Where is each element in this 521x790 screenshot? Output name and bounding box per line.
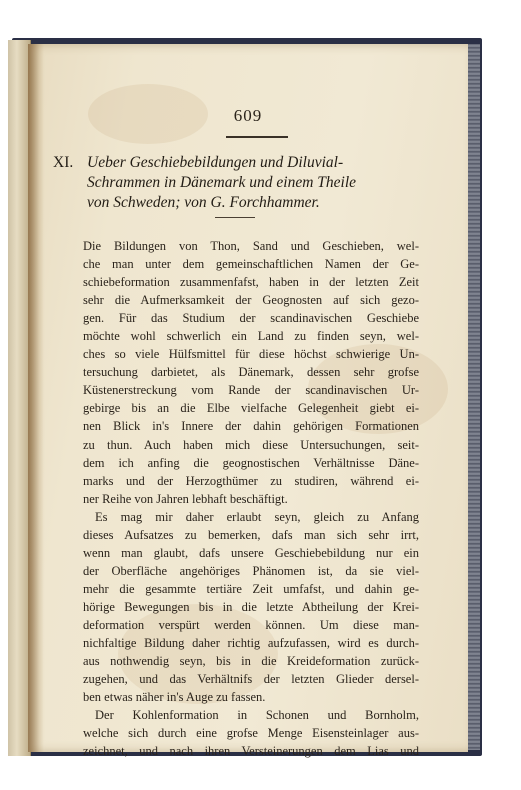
body-line: hörige Bewegungen bis in die letzte Abtheilung der Krei- bbox=[83, 599, 419, 614]
body-line: nichfaltige Bildung daher richtig aufzufassen, wird es durch- bbox=[83, 636, 419, 651]
body-line: ches so viele Hülfsmittel für diese höchst schwierige Un- bbox=[83, 347, 419, 362]
body-line: welche sich durch eine grofse Menge Eisensteinlager aus- bbox=[83, 726, 419, 741]
book-page bbox=[28, 44, 468, 759]
article-body bbox=[83, 237, 419, 760]
heading-line: Schrammen in Dänemark und einem Theile bbox=[87, 174, 357, 191]
body-line: möchte wohl schwerlich ein Land zu finden seyn, wel- bbox=[83, 329, 419, 344]
divider-rule bbox=[215, 217, 255, 218]
body-line: sehr die Aufmerksamkeit der Geognosten auf sich gezo- bbox=[83, 293, 419, 308]
body-line: mehr die gesammte tertiäre Zeit umfafst, und dahin ge- bbox=[83, 581, 419, 596]
ornamental-rule bbox=[226, 136, 288, 138]
body-line: nen Blick in's Innere der dahin gehörigen Formationen bbox=[83, 419, 419, 434]
body-line: schiebeformation zusammenfafst, haben in der letzten Zeit bbox=[83, 275, 419, 290]
gutter-stain bbox=[28, 44, 44, 752]
body-line: Die Bildungen von Thon, Sand und Geschieben, wel- bbox=[83, 239, 419, 253]
body-line: Es mag mir daher erlaubt seyn, gleich zu Anfang bbox=[95, 509, 419, 524]
body-line: ben etwas näher in's Auge zu fassen. bbox=[83, 690, 266, 705]
body-line: aus nothwendig seyn, bis in die Kreideformation zurück- bbox=[83, 654, 419, 669]
body-line: zugehen, und das Verhältnifs der letzten Glieder dersel- bbox=[83, 672, 419, 687]
body-line: zu thun. Auch haben mich diese Untersuchungen, seit- bbox=[83, 437, 419, 452]
body-line: tersuchung darbietet, als Dänemark, dessen sehr grofse bbox=[83, 365, 419, 380]
body-line: ner Reihe von Jahren lebhaft beschäftigt. bbox=[83, 491, 288, 506]
body-line: der Oberfläche angehöriges Phänomen ist, da sie viel- bbox=[83, 563, 419, 578]
body-line: wenn man glaubt, dafs unsere Geschiebebildung nur ein bbox=[83, 545, 419, 560]
body-line: Der Kohlenformation in Schonen und Bornholm, bbox=[95, 708, 419, 723]
body-line: zeichnet, und nach ihren Versteinerungen dem Lias und bbox=[83, 744, 419, 759]
body-line: gebirge bis an die Elbe vielfache Gelegenheit giebt ei- bbox=[83, 401, 419, 416]
section-number: XI. bbox=[53, 154, 74, 171]
heading-line: von Schweden; von G. Forchhammer. bbox=[87, 194, 320, 211]
body-line: che man unter dem gemeinschaftlichen Namen der Ge- bbox=[83, 257, 419, 272]
body-line: dieses Aufsatzes zu bemerken, dafs man sich sehr irrt, bbox=[83, 527, 419, 542]
article-heading bbox=[53, 153, 443, 213]
page-number: 609 bbox=[233, 106, 263, 125]
body-line: gen. Für das Studium der scandinavischen Geschiebe bbox=[83, 311, 419, 326]
body-line: dem ich anfing die geognostischen Verhältnisse Däne- bbox=[83, 455, 419, 470]
body-line: marks und der Herzogthümer zu studiren, während ei- bbox=[83, 473, 419, 488]
body-line: Küstenerstreckung vom Rande der scandinavischen Ur- bbox=[83, 383, 419, 398]
body-line: deformation verspürt werden können. Um diese man- bbox=[83, 617, 419, 632]
heading-line: Ueber Geschiebebildungen und Diluvial- bbox=[87, 154, 344, 171]
